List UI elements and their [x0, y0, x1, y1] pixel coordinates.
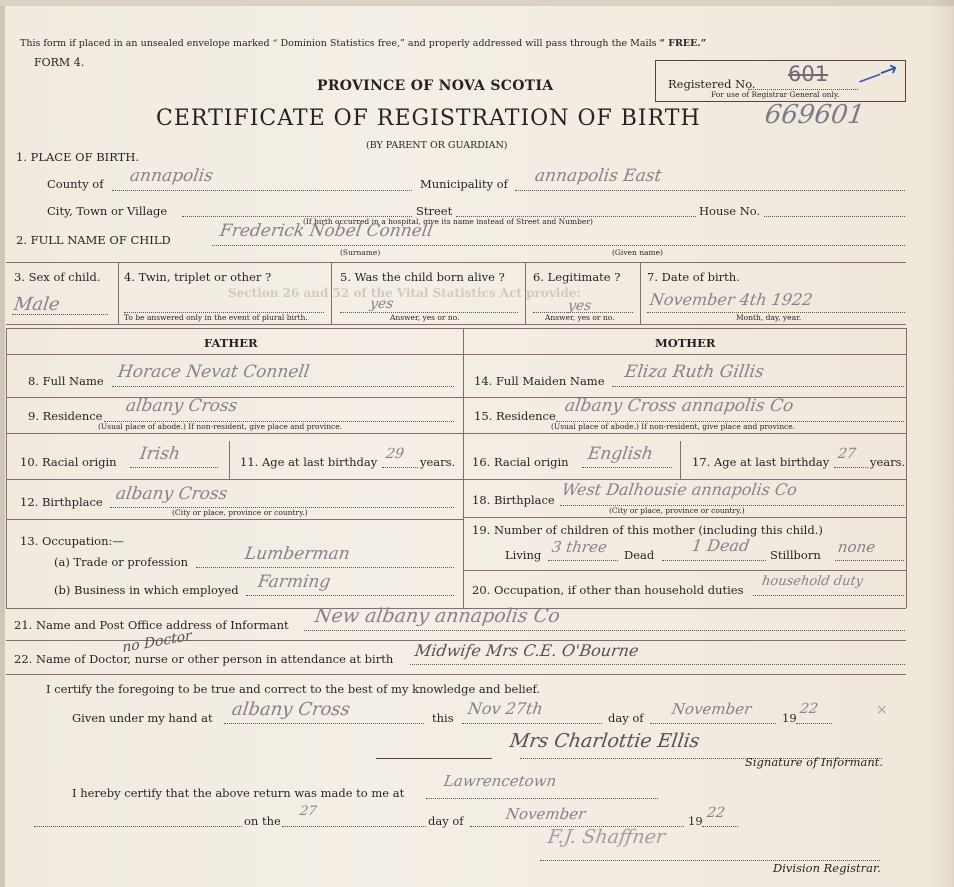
row3-top-rule [6, 262, 906, 263]
given-under-label: Given under my hand at [72, 711, 213, 725]
mother-row18-rule [463, 517, 906, 518]
day-of-label-2: day of [428, 814, 464, 828]
father-name-label: 8. Full Name [28, 374, 104, 388]
twin-note: To be answered only in the event of plural birth. [124, 313, 308, 322]
twin-label: 4. Twin, triplet or other ? [124, 270, 272, 284]
signature-of-informant-label: Signature of Informant. [745, 755, 884, 769]
father-residence-label: 9. Residence [28, 409, 103, 423]
certificate-title: CERTIFICATE OF REGISTRATION OF BIRTH [156, 106, 701, 131]
parents-top-rule [6, 328, 906, 329]
mother-age-value: 27 [836, 446, 857, 462]
father-trade-value: Lumberman [243, 544, 352, 564]
informant-signature: Mrs Charlottie Ellis [508, 730, 702, 752]
stillborn-line [835, 560, 904, 561]
legitimate-note: Answer, yes or no. [545, 313, 615, 322]
hereby-value: Lawrencetown [442, 772, 558, 790]
father-residence-note: (Usual place of abode.) If non-resident, give place and province. [98, 422, 343, 431]
hereby-line [426, 798, 658, 799]
month-line [650, 723, 776, 724]
legitimate-label: 6. Legitimate ? [533, 270, 621, 284]
check-mark-icon: ―→ [854, 55, 902, 94]
sex-value: Male [12, 294, 62, 315]
form-number: FORM 4. [34, 56, 85, 69]
mother-occupation-label: 20. Occupation, if other than household duties [472, 583, 744, 597]
mother-race-line [582, 467, 672, 468]
mother-residence-value: albany Cross annapolis Co [563, 396, 795, 416]
informant-label: 21. Name and Post Office address of Informant [14, 618, 289, 632]
legitimate-value: yes [566, 298, 593, 314]
row3-divider-4 [640, 262, 641, 324]
house-line [764, 216, 905, 217]
mother-row15-rule [463, 433, 906, 434]
top-border [0, 0, 954, 6]
place-of-birth-heading: 1. PLACE OF BIRTH. [16, 150, 140, 164]
row3-divider-1 [118, 262, 119, 324]
father-trade-label: (a) Trade or profession [54, 555, 189, 569]
birth-date-label: 7. Date of birth. [647, 270, 740, 284]
mother-occupation-line [753, 595, 904, 596]
doctor-line [410, 664, 905, 665]
year-value: 22 [798, 701, 819, 717]
alive-note: Answer, yes or no. [390, 313, 460, 322]
father-residence-value: albany Cross [124, 396, 239, 416]
stillborn-label: Stillborn [770, 548, 821, 562]
division-registrar-label: Division Registrar. [773, 861, 881, 875]
father-row9-rule [6, 433, 463, 434]
dead-label: Dead [624, 548, 655, 562]
county-value: annapolis [128, 166, 215, 186]
father-name-line [112, 386, 454, 387]
mother-residence-note: (Usual place of abode.) If non-resident, give place and province. [551, 422, 796, 431]
year-prefix: 19 [782, 711, 797, 725]
alive-value: yes [368, 296, 395, 312]
father-years-label: years. [420, 455, 456, 469]
pencil-mark: × [876, 702, 888, 718]
mother-age-label: 17. Age at last birthday [692, 455, 830, 469]
living-value: 3 three [550, 538, 609, 556]
doctor-label: 22. Name of Doctor, nurse or other person in attendance at birth [14, 652, 394, 666]
on-the-label: on the [244, 814, 281, 828]
registrar-note: For use of Registrar General only. [711, 90, 840, 99]
living-label: Living [505, 548, 542, 562]
mother-residence-label: 15. Residence [474, 409, 556, 423]
child-name-value: Frederick Nobel Connell [218, 221, 435, 241]
informant-signature-line [376, 758, 492, 759]
this-label: this [432, 711, 454, 725]
father-business-value: Farming [256, 572, 332, 592]
this-line [462, 723, 602, 724]
mother-birthplace-label: 18. Birthplace [472, 493, 555, 507]
hereby-certify-label: I hereby certify that the above return was made to me at [72, 786, 405, 800]
father-birthplace-value: albany Cross [114, 484, 229, 504]
mother-row19-rule [463, 570, 906, 571]
day-of-label: day of [608, 711, 644, 725]
on-the-value: 27 [298, 804, 318, 819]
hospital-note: (If birth occurred in a hospital, give its name instead of Street and Number) [303, 217, 593, 226]
mother-age-line [834, 467, 868, 468]
father-age-value: 29 [384, 446, 405, 462]
registrar-signature: F.J. Shaffner [546, 826, 667, 848]
month-value: November [670, 700, 753, 718]
mother-race-divider [680, 441, 681, 479]
parents-middle-divider [463, 328, 464, 608]
on-the-lead-line [34, 826, 242, 827]
sex-label: 3. Sex of child. [14, 270, 101, 284]
living-line [548, 560, 618, 561]
given-name-note: (Given name) [612, 248, 663, 257]
right-edge-shade [930, 0, 954, 887]
handwritten-registration-number: 669601 [762, 100, 867, 130]
certificate-subtitle: (BY PARENT OR GUARDIAN) [366, 140, 508, 151]
given-at-value: albany Cross [230, 699, 352, 720]
father-race-line [130, 467, 218, 468]
municipality-value: annapolis East [533, 166, 663, 186]
father-race-divider [229, 441, 230, 479]
father-business-label: (b) Business in which employed [54, 583, 239, 597]
parents-left-border [6, 328, 7, 608]
county-label: County of [47, 177, 104, 191]
mother-race-label: 16. Racial origin [472, 455, 569, 469]
parents-heading-rule [6, 354, 906, 355]
year2-line [702, 826, 738, 827]
father-business-line [246, 595, 454, 596]
child-name-label: 2. FULL NAME OF CHILD [16, 233, 171, 247]
father-birthplace-label: 12. Birthplace [20, 495, 103, 509]
parents-right-border [906, 328, 907, 608]
on-the-line [282, 826, 426, 827]
house-label: House No. [699, 204, 761, 218]
mail-notice: This form if placed in an unsealed envelope marked “ Dominion Statistics free,” and properly addressed will pass through the Mails “ FREE.” [20, 38, 707, 49]
year2-prefix: 19 [688, 814, 703, 828]
father-name-value: Horace Nevat Connell [116, 362, 311, 382]
year2-value: 22 [705, 805, 726, 821]
mother-race-value: English [586, 444, 655, 464]
doctor-rule [6, 674, 906, 675]
row3-divider-2 [331, 262, 332, 324]
province-title: PROVINCE OF NOVA SCOTIA [317, 78, 554, 94]
municipality-label: Municipality of [420, 177, 508, 191]
mother-heading: MOTHER [655, 336, 716, 350]
given-at-line [224, 723, 424, 724]
municipality-line [515, 190, 905, 191]
year-line [796, 723, 832, 724]
this-value: Nov 27th [466, 699, 545, 718]
alive-label: 5. Was the child born alive ? [340, 270, 505, 284]
registered-number-stamp: 601 [788, 62, 829, 86]
birth-date-value: November 4th 1922 [648, 290, 814, 309]
father-age-line [382, 467, 418, 468]
registered-label: Registered No. [668, 77, 756, 91]
informant-line [304, 630, 905, 631]
father-trade-line [196, 567, 454, 568]
street-label: Street [416, 204, 453, 218]
surname-note: (Surname) [340, 248, 381, 257]
father-heading: FATHER [204, 336, 258, 350]
dead-line [662, 560, 766, 561]
stillborn-value: none [836, 538, 877, 556]
doctor-value: Midwife Mrs C.E. O'Bourne [413, 641, 640, 660]
doctor-extra-note: no Doctor [122, 627, 192, 657]
binding-edge [0, 0, 5, 887]
birth-date-note: Month, day, year. [736, 313, 802, 322]
show-through-text: Section 26 and 52 of the Vital Statistics Act provide: [228, 286, 581, 300]
certify-statement: I certify the foregoing to be true and correct to the best of my knowledge and belief. [46, 682, 541, 696]
month2-value: November [504, 805, 587, 823]
dead-value: 1 Dead [690, 536, 751, 555]
father-birthplace-note: (City or place, province or country.) [172, 508, 308, 517]
row3-divider-3 [525, 262, 526, 324]
father-age-label: 11. Age at last birthday [240, 455, 378, 469]
father-row10-rule [6, 479, 463, 480]
father-race-value: Irish [138, 444, 182, 464]
county-line [112, 190, 412, 191]
mother-birthplace-note: (City or place, province or country.) [609, 506, 745, 515]
informant-value: New albany annapolis Co [313, 605, 562, 627]
mother-name-value: Eliza Ruth Gillis [623, 362, 766, 382]
father-race-label: 10. Racial origin [20, 455, 117, 469]
father-row12-rule [6, 519, 463, 520]
row3-bottom-rule [6, 324, 906, 325]
mother-occupation-value: household duty [760, 574, 865, 589]
mother-birthplace-value: West Dalhousie annapolis Co [560, 480, 799, 499]
child-name-line [212, 245, 905, 246]
mother-years-label: years. [870, 455, 906, 469]
father-occupation-label: 13. Occupation:— [20, 534, 124, 548]
mother-name-label: 14. Full Maiden Name [474, 374, 605, 388]
mother-name-line [612, 386, 904, 387]
children-count-label: 19. Number of children of this mother (including this child.) [472, 523, 823, 537]
city-label: City, Town or Village [47, 204, 168, 218]
